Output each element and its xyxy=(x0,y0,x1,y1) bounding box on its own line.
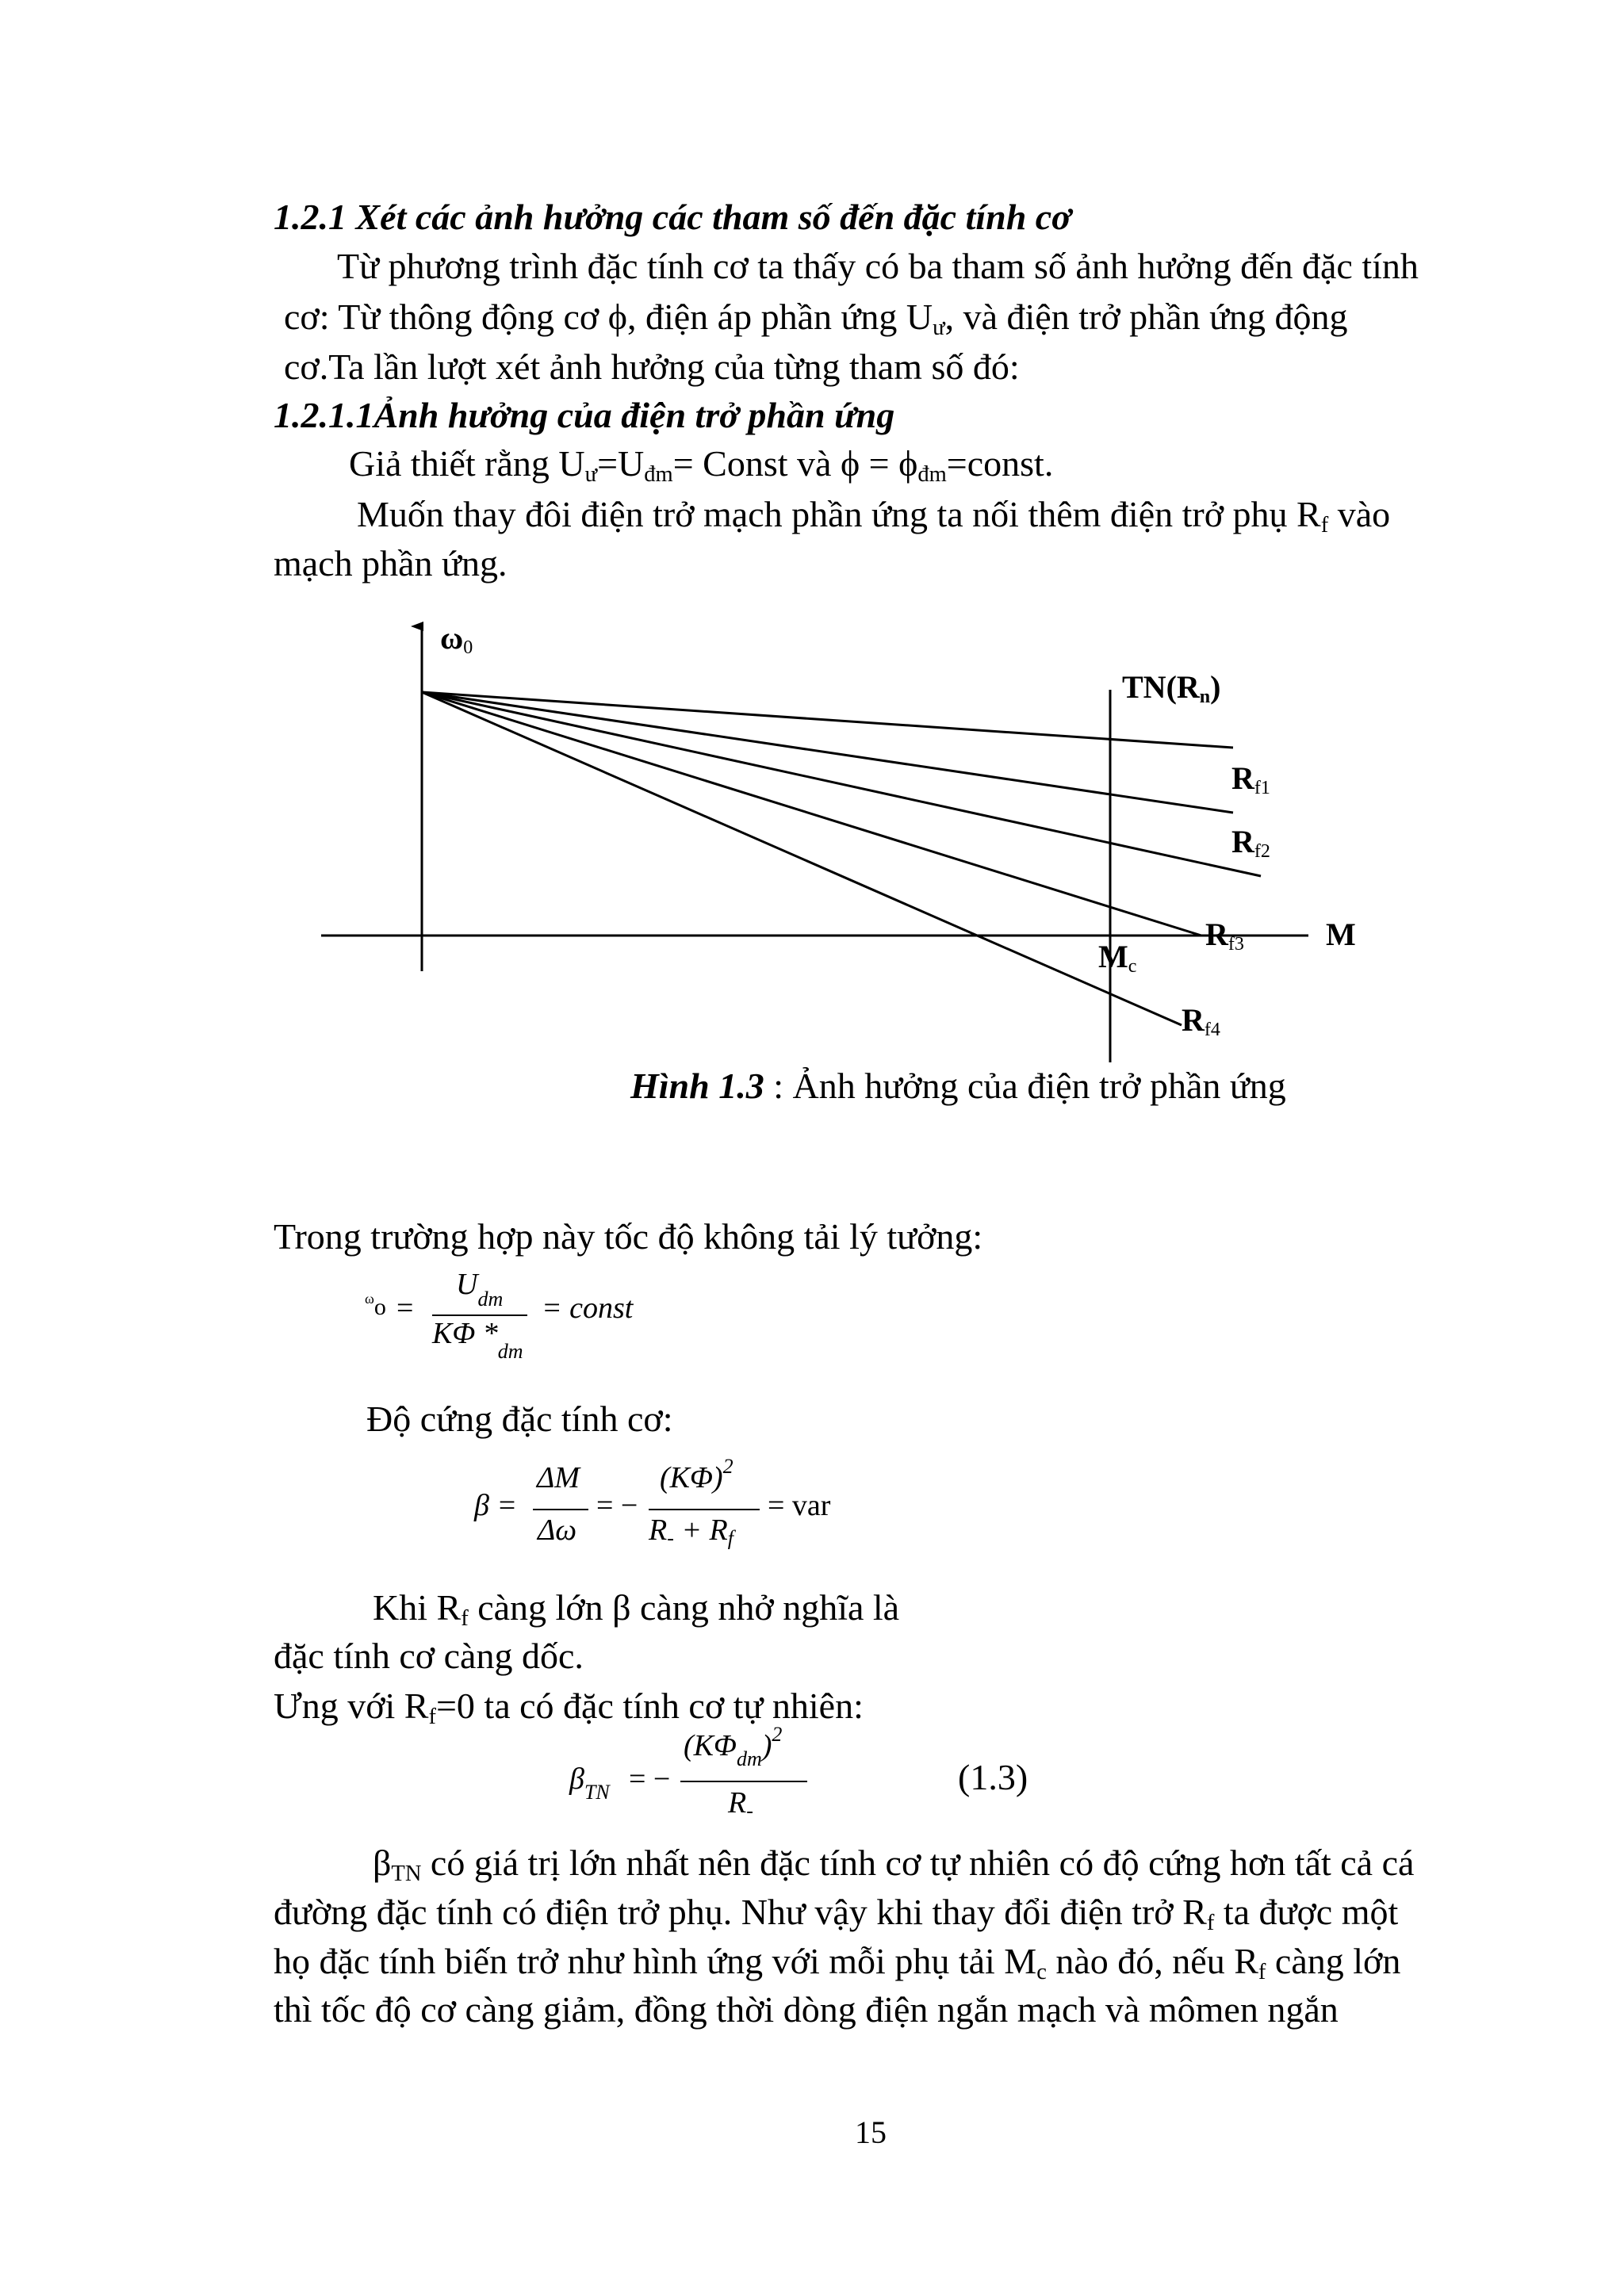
when-rf-line-1: Khi $R_f$ càng lớn β càng nhở nghĩa là xyxy=(373,1587,900,1632)
eq2-fraction-line-1 xyxy=(533,1509,588,1510)
paragraph-line-2: đường đặc tính có điện trở phụ. Như vậy khi thay đổi điện trở $R_f$ ta được một xyxy=(274,1892,1399,1936)
natural-characteristic-line: Ưng với $R_f=0$ ta có đặc tính cơ tự nhiên: xyxy=(274,1686,864,1730)
eq2-fraction-line-2 xyxy=(649,1509,760,1510)
tn-label: TN(Rn) xyxy=(1122,669,1221,707)
stiffness-text: Độ cứng đặc tính cơ: xyxy=(366,1399,673,1439)
figure-caption: Hình 1.3 : Ảnh hưởng của điện trở phần ứng xyxy=(630,1066,1286,1106)
section-heading: 1.2.1 Xét các ảnh hưởng các tham số đến đặc tính cơ xyxy=(274,197,1071,237)
eq3-equals: = − xyxy=(629,1762,671,1796)
figure-1-3-diagram xyxy=(0,0,1624,1126)
line-rf4 xyxy=(422,692,1182,1025)
eq1-denominator: KΦ $*_{dm}$ xyxy=(432,1317,523,1363)
eq2-mid: = − xyxy=(596,1489,638,1522)
change-line-1: Muốn thay đôi điện trở mạch phần ứng ta nối thêm điện trở phụ $R_f$ vào xyxy=(357,494,1391,538)
ideal-speed-text: Trong trường hợp này tốc độ không tải lý tưởng: xyxy=(274,1216,983,1257)
rf1-label: Rf1 xyxy=(1231,760,1270,798)
intro-line-1: Từ phương trình đặc tính cơ ta thấy có ba tham số ảnh hưởng đến đặc tính xyxy=(337,246,1419,286)
eq1-numerator: $U_{dm}$ xyxy=(456,1268,504,1311)
when-rf-line-2: đặc tính cơ càng dốc. xyxy=(274,1636,584,1676)
eq1-rhs: = const xyxy=(542,1292,634,1325)
eq2-rhs: = var xyxy=(768,1489,831,1522)
eq3-fraction-line xyxy=(680,1781,807,1782)
assumption-line: Giả thiết rằng $U_ư=U_{đm}=$ Const và $\phi = \phi_{đm}=const$. xyxy=(349,443,1054,488)
eq2-beta: β = xyxy=(474,1489,518,1522)
intro-line-2: cơ: Từ thông động cơ ϕ, điện áp phần ứng $U_ư$, và điện trở phần ứng động xyxy=(284,297,1348,341)
eq2-num2: $(K\Phi)^2$ xyxy=(660,1454,733,1494)
eq1-lhs: $^\omega$o xyxy=(365,1291,386,1320)
eq3-number: (1.3) xyxy=(958,1757,1028,1797)
line-rf1 xyxy=(422,692,1233,813)
eq3-numerator: $(K\Phi_{dm})^2$ xyxy=(684,1722,783,1770)
rf2-label: Rf2 xyxy=(1231,824,1270,862)
x-axis-label: M xyxy=(1326,916,1356,952)
change-line-2: mạch phần ứng. xyxy=(274,543,508,584)
eq1-equals: = xyxy=(396,1292,414,1325)
mc-label: Mc xyxy=(1098,939,1137,977)
rf3-label: Rf3 xyxy=(1205,916,1244,955)
subsection-heading: 1.2.1.1Ảnh hưởng của điện trở phần ứng xyxy=(274,395,895,435)
eq2-den2: $R_- + R_f$ xyxy=(649,1513,733,1550)
paragraph-line-3: họ đặc tính biến trở như hình ứng với mỗi phụ tải $M_c$ nào đó, nếu $R_f$ càng lớn xyxy=(274,1941,1401,1985)
eq2-num1: ΔM xyxy=(537,1461,580,1494)
rf4-label: Rf4 xyxy=(1182,1002,1220,1040)
intro-line-3: cơ.Ta lần lượt xét ảnh hưởng của từng tham số đó: xyxy=(284,346,1020,387)
eq3-beta: $\beta_{TN}$ xyxy=(569,1762,610,1804)
eq3-denominator: $R_-$ xyxy=(728,1786,753,1823)
paragraph-line-1: $\beta_{TN}$ có giá trị lớn nhất nên đặc tính cơ tự nhiên có độ cứng hơn tất cả cá xyxy=(373,1843,1415,1887)
paragraph-line-4: thì tốc độ cơ càng giảm, đồng thời dòng điện ngắn mạch và mômen ngắn xyxy=(274,1989,1339,2030)
y-axis-label: ω0 xyxy=(440,620,473,658)
line-rf3 xyxy=(422,692,1201,936)
eq2-den1: Δω xyxy=(538,1513,577,1547)
page-number: 15 xyxy=(855,2114,887,2150)
